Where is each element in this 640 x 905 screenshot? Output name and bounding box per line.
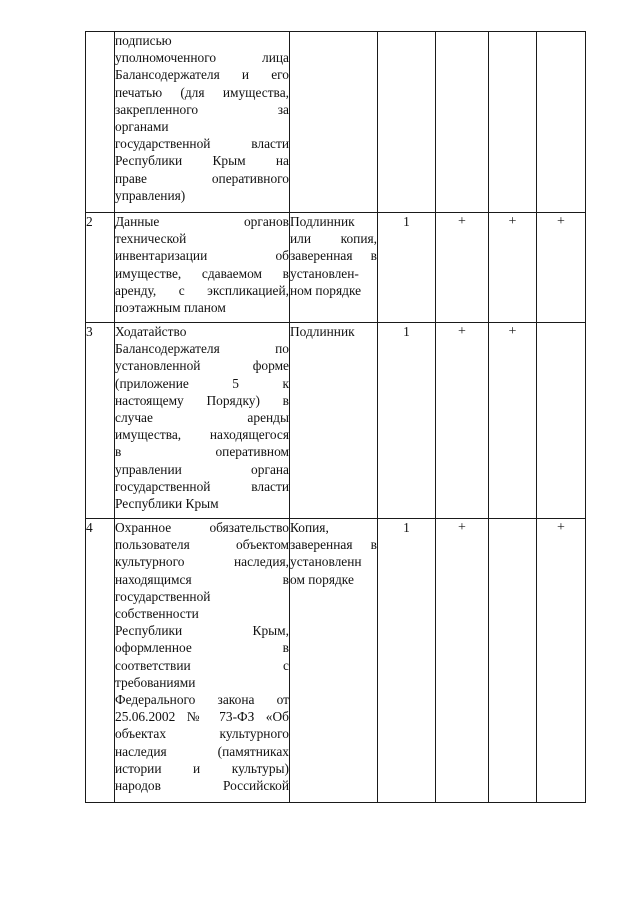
text-line: в оперативном [115, 444, 289, 460]
text-line: государственной [115, 588, 211, 604]
row-number: 2 [86, 213, 115, 323]
text-line: заверенная в [290, 248, 377, 264]
text-line: соответствии с [115, 657, 289, 673]
text-line: государственной власти [115, 478, 289, 494]
text-line: аренду, с экспликацией, [115, 282, 289, 298]
requirement-mark-1: + [436, 213, 489, 323]
text-line: культурного наследия, [115, 554, 289, 570]
text-line: Подлинник [290, 324, 355, 339]
text-line: оформленное в [115, 640, 289, 656]
text-line: истории и культуры) [115, 760, 289, 776]
text-line: настоящему Порядку) в [115, 392, 289, 408]
text-line: объектах культурного [115, 726, 289, 742]
text-line: государственной власти [115, 136, 289, 152]
text-line: Балансодержателя и его [115, 67, 289, 83]
copies-count [378, 32, 436, 213]
text-line: Охранное обязательство [115, 520, 289, 535]
copies-count: 1 [378, 213, 436, 323]
text-line: установлен- [290, 265, 359, 281]
text-line: Копия, [290, 520, 329, 535]
text-line: Подлинник [290, 214, 355, 229]
table-row [86, 213, 586, 323]
text-line: инвентаризации об [115, 248, 289, 264]
document-description [115, 323, 290, 519]
requirement-mark-2: + [489, 213, 537, 323]
document-form [290, 323, 378, 519]
copies-count: 1 [378, 323, 436, 519]
text-line: требованиями [115, 674, 196, 690]
text-line: Балансодержателя по [115, 341, 289, 357]
text-line: печатью (для имущества, [115, 84, 289, 100]
requirement-mark-3: + [537, 213, 586, 323]
text-line: имущества, находящегося [115, 427, 289, 443]
text-line: управлении органа [115, 461, 289, 477]
text-line: Республики Крым [115, 496, 219, 512]
text-line: поэтажным планом [115, 300, 226, 316]
table-row [86, 32, 586, 213]
text-line: наследия (памятниках [115, 743, 289, 759]
text-line: 25.06.2002 № 73-ФЗ «Об [115, 709, 289, 725]
text-line: народов Российской [115, 778, 289, 794]
document-description [115, 519, 290, 803]
requirement-mark-3 [537, 32, 586, 213]
text-line: или копия, [290, 231, 377, 247]
requirement-mark-2 [489, 519, 537, 803]
requirement-mark-1: + [436, 519, 489, 803]
text-line: установленной форме [115, 358, 289, 374]
text-line: уполномоченного лица [115, 50, 289, 66]
requirement-mark-1: + [436, 323, 489, 519]
text-line: ом порядке [290, 571, 354, 587]
text-line: находящимся в [115, 571, 289, 587]
text-line: случае аренды [115, 410, 289, 426]
text-line: Ходатайство [115, 324, 187, 339]
table-row [86, 323, 586, 519]
document-description [115, 213, 290, 323]
text-line: Данные органов [115, 214, 289, 229]
text-line: пользователя объектом [115, 537, 289, 553]
requirement-mark-3: + [537, 519, 586, 803]
text-line: закрепленного за [115, 101, 289, 117]
document-form [290, 519, 378, 803]
row-number [86, 32, 115, 213]
document-description [115, 32, 290, 213]
text-line: управления) [115, 187, 186, 203]
text-line: установленн [290, 554, 362, 570]
text-line: собственности [115, 606, 199, 622]
row-number: 4 [86, 519, 115, 803]
text-line: ном порядке [290, 282, 362, 298]
documents-table [85, 31, 586, 803]
text-line: (приложение 5 к [115, 375, 289, 391]
copies-count: 1 [378, 519, 436, 803]
text-line: Республики Крым на [115, 153, 289, 169]
text-line: подписью [115, 33, 172, 48]
requirement-mark-3 [537, 323, 586, 519]
row-number: 3 [86, 323, 115, 519]
text-line: органами [115, 119, 169, 135]
requirement-mark-2 [489, 32, 537, 213]
text-line: Федерального закона от [115, 692, 289, 708]
text-line: технической [115, 231, 187, 247]
document-form [290, 213, 378, 323]
requirement-mark-2: + [489, 323, 537, 519]
requirement-mark-1 [436, 32, 489, 213]
document-form [290, 32, 378, 213]
table-row [86, 519, 586, 803]
text-line: праве оперативного [115, 170, 289, 186]
text-line: заверенная в [290, 537, 377, 553]
text-line: имуществе, сдаваемом в [115, 265, 289, 281]
text-line: Республики Крым, [115, 623, 289, 639]
